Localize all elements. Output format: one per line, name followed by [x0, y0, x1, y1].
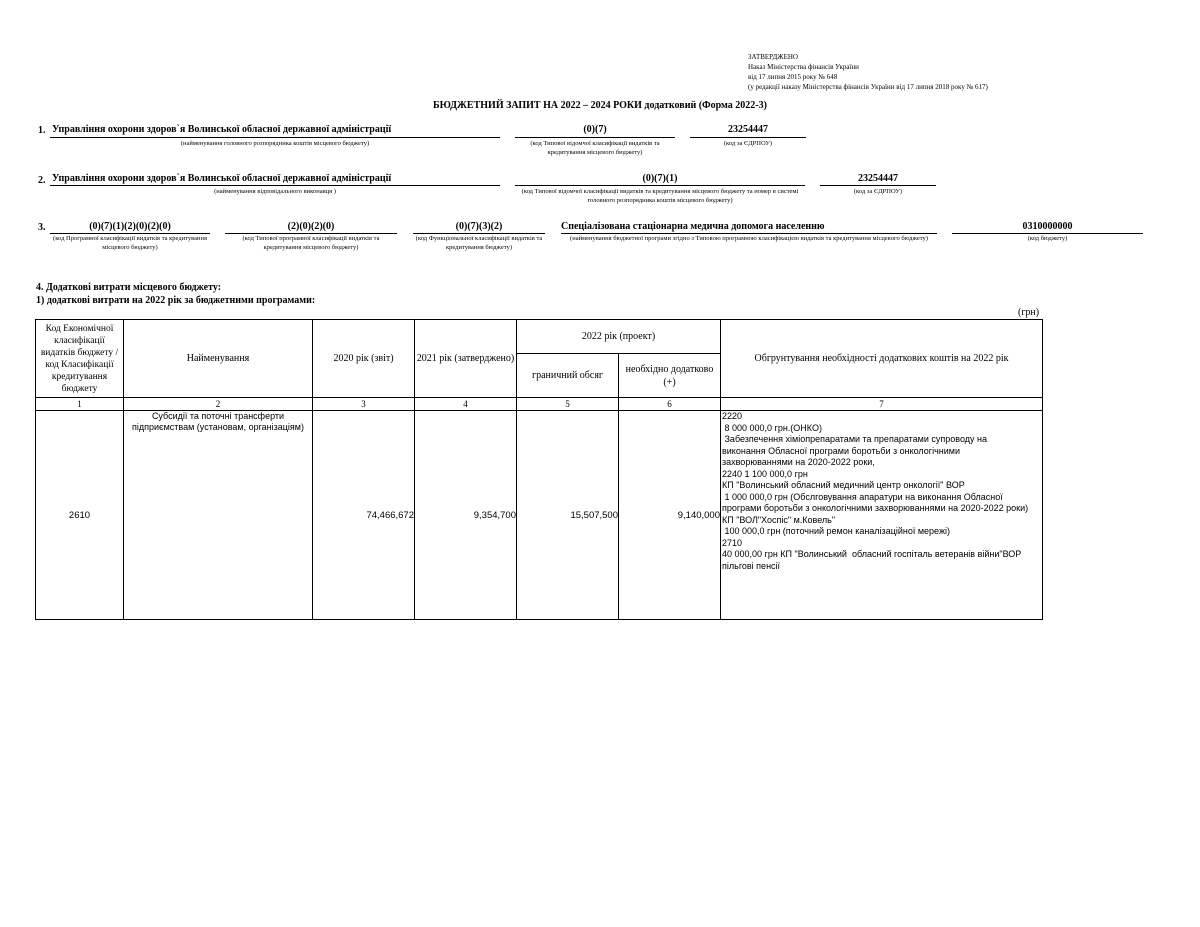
justification-line: 2710: [722, 537, 743, 548]
justification-line: 40 000,00 грн КП "Волинський обласний госпіталь ветеранів війни"ВОР: [722, 549, 1022, 559]
row3-program-code-caption: (код Програмної класифікації видатків та кредитування місцевого бюджету): [53, 235, 207, 251]
justification-line: КП "ВОЛ"Хоспіс" м.Ковель": [722, 514, 836, 525]
justification-line: програми боротьби з онкологічними захворюваннями на 2020-2022 роки): [722, 503, 1029, 513]
approval-block: [748, 52, 988, 92]
header-2021: 2021 рік (затверджено): [415, 320, 517, 398]
row1-manager-name: Управління охорони здоров`я Волинської обласної державної адміністрації: [52, 124, 392, 135]
header-justification: Обгрунтування необхідності додаткових коштів на 2022 рік: [721, 320, 1043, 398]
header-2022: 2022 рік (проект): [517, 320, 721, 354]
section4-heading: 4. Додаткові витрати місцевого бюджету:: [36, 282, 222, 293]
justification-line: 1 000 000,0 грн (Обслговування апаратури на виконання Обласної: [722, 491, 1003, 502]
column-index: 1: [36, 398, 124, 411]
column-index: 3: [313, 398, 415, 411]
row-2021: 9,354,700: [415, 411, 517, 620]
header-code: Код Економічної класифікації видатків бюджету / код Класифікації кредитування бюджету: [36, 320, 124, 398]
document-title: БЮДЖЕТНИЙ ЗАПИТ НА 2022 – 2024 РОКИ додатковий (Форма 2022-3): [433, 100, 767, 111]
row3-program-name: Спеціалізована стаціонарна медична допомога населенню: [561, 221, 825, 232]
row2-dept-code-caption: (код Типової відомчої класифікації видатків та кредитування місцевого бюджету та номер в системі головного розпорядника коштів місцевого бюджету): [521, 188, 799, 204]
row3-functional-code-caption: (код Функціональної класифікації видатків та кредитування бюджету): [415, 235, 543, 251]
header-2020: 2020 рік (звіт): [313, 320, 415, 398]
column-index: 7: [721, 398, 1043, 411]
row3-program-code: (0)(7)(1)(2)(0)(2)(0): [89, 221, 171, 232]
column-index: 5: [517, 398, 619, 411]
header-name: Найменування: [124, 320, 313, 398]
row3-functional-code: (0)(7)(3)(2): [455, 221, 503, 232]
justification-line: захворюваннями на 2020-2022 роки,: [722, 457, 875, 467]
row1-dept-code: (0)(7): [583, 124, 607, 135]
justification-line: КП "Волинський обласний медичний центр онкології" ВОР: [722, 480, 965, 490]
justification-line: 8 000 000,0 грн.(ОНКО): [722, 422, 822, 433]
row-limit: 15,507,500: [517, 411, 619, 620]
approval-line: Наказ Міністерства фінансів України: [748, 63, 859, 71]
column-index: 6: [619, 398, 721, 411]
row2-edrpou-caption: (код за ЄДРПОУ): [853, 188, 903, 195]
header-limit: граничний обсяг: [517, 354, 619, 398]
justification-line: виконання Обласної програми боротьби з онкологічними: [722, 445, 960, 456]
row2-executor-name: Управління охорони здоров`я Волинської обласної державної адміністрації: [52, 173, 392, 184]
row-additional: 9,140,000: [619, 411, 721, 620]
row-code: 2610: [36, 411, 124, 620]
column-index: 4: [415, 398, 517, 411]
justification-line: пільгові пенсії: [722, 560, 781, 571]
row2-edrpou: 23254447: [858, 173, 898, 184]
row-justification: [721, 411, 1043, 620]
row1-dept-code-caption: (код Типової відомчої класифікації видатків та кредитування місцевого бюджету): [530, 140, 660, 156]
justification-line: 2240 1 100 000,0 грн: [722, 468, 808, 479]
row1-edrpou-caption: (код за ЄДРПОУ): [723, 140, 773, 147]
row1-number: 1.: [38, 125, 46, 136]
row2-dept-code: (0)(7)(1): [642, 173, 678, 184]
section4-subheading: 1) додаткові витрати на 2022 рік за бюджетними програмами:: [36, 295, 316, 306]
unit-label: (грн): [1018, 307, 1040, 318]
row1-edrpou: 23254447: [728, 124, 768, 135]
column-index: 2: [124, 398, 313, 411]
header-additional: необхідно додатково (+): [619, 354, 721, 398]
row3-budget-code-caption: (код бюджету): [1027, 235, 1068, 242]
approval-line: (у редакції наказу Міністерства фінансів України від 17 липня 2018 року № 617): [748, 83, 988, 91]
approval-line: ЗАТВЕРДЖЕНО: [748, 53, 798, 61]
row3-typical-code: (2)(0)(2)(0): [287, 221, 335, 232]
expenses-table: [35, 319, 1043, 620]
row1-manager-caption: (найменування головного розпорядника коштів місцевого бюджету): [180, 140, 370, 147]
approval-line: від 17 липня 2015 року № 648: [748, 73, 838, 81]
row3-budget-code: 0310000000: [1022, 221, 1073, 232]
column-index-row: [36, 398, 1043, 411]
table-row: [36, 411, 1043, 620]
row-name: Субсидії та поточні трансферти підприємствам (установам, організаціям): [124, 411, 313, 620]
row-2020: 74,466,672: [313, 411, 415, 620]
row3-typical-code-caption: (код Типової програмної класифікації видатків та кредитування місцевого бюджету): [242, 235, 380, 251]
row3-number: 3.: [38, 222, 46, 233]
justification-line: Забезпечення хіміопрепаратами та препаратами супроводу на: [722, 434, 987, 444]
row3-program-name-caption: (найменування бюджетної програми згідно з Типовою програмною класифікацією видатків та кредитування місцевого бюджету): [570, 235, 928, 242]
row2-executor-caption: (найменування відповідального виконавця ): [214, 188, 336, 195]
justification-line: 100 000,0 грн (поточний ремон каналізаційної мережі): [722, 526, 950, 536]
row2-number: 2.: [38, 175, 46, 186]
justification-line: 2220: [722, 411, 743, 421]
